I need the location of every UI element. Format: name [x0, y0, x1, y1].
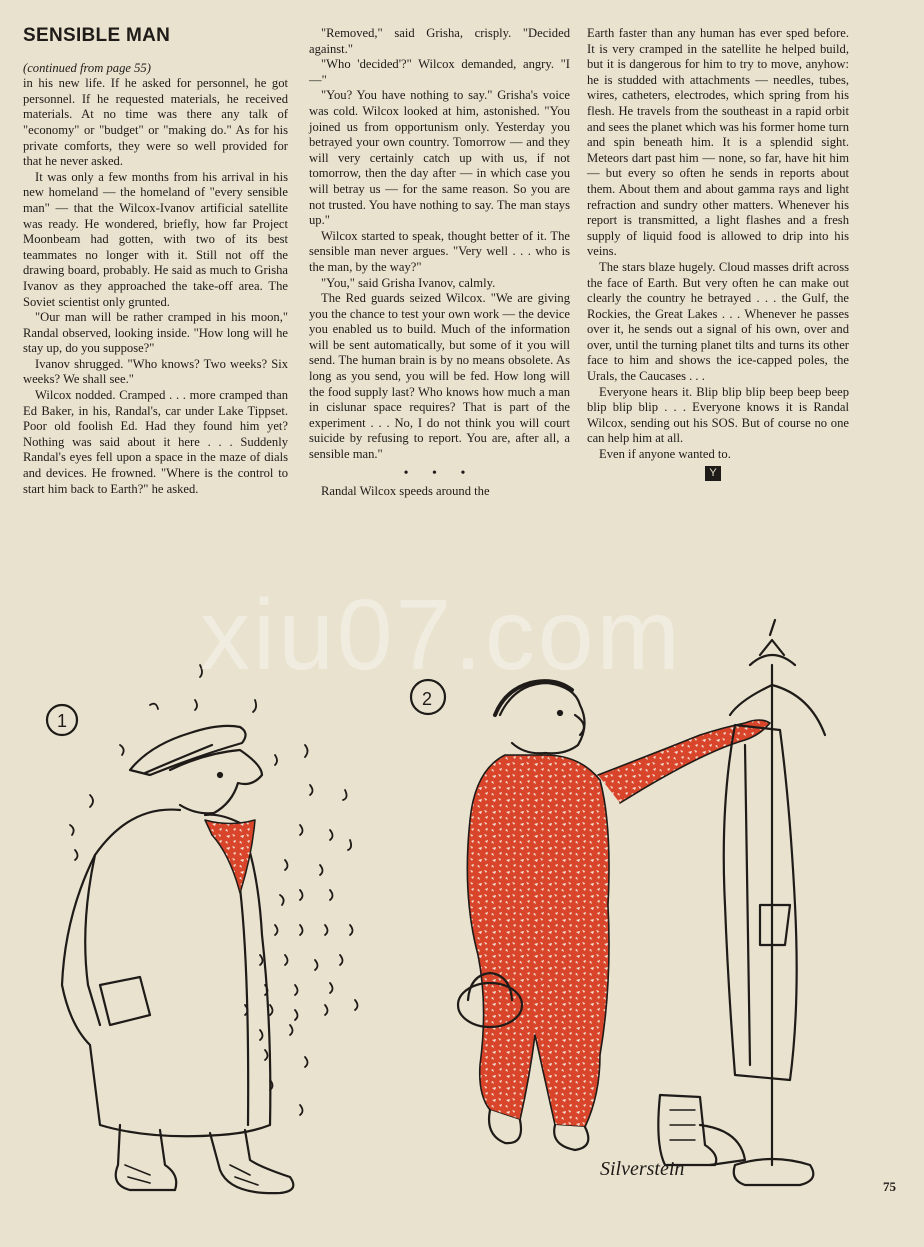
paragraph: "Our man will be rather cramped in his moon," Randal observed, looking inside. "How long will he stay up, do you suppose?" [23, 310, 288, 356]
paragraph: The stars blaze hugely. Cloud masses drift across the face of Earth. But very often he can make out clearly the country he betrayed . . . the Gulf, the Rockies, the Great Lakes . . . Whenever he passes over it, he sends out a signal of his own, over and over, until the turning planet tilts and turns its other face to him and shows the ice-capped poles, the Urals, the Caucases . . . [587, 259, 849, 384]
paragraph: "Removed," said Grisha, crisply. "Decided against." [309, 26, 570, 56]
paragraph: Wilcox started to speak, thought better of it. The sensible man never argues. "Very well . . . who is the man, by the way?" [309, 228, 570, 274]
artist-signature: Silverstein [600, 1158, 685, 1180]
panel-2-number: 2 [422, 689, 433, 709]
paragraph: Randal Wilcox speeds around the [321, 483, 490, 498]
paragraph: "Who 'decided'?" Wilcox demanded, angry. "I —" [309, 57, 570, 87]
article-column-3 [587, 26, 849, 481]
article-title: SENSIBLE MAN [23, 25, 171, 46]
panel-2 [411, 620, 825, 1185]
paragraph: "You," said Grisha Ivanov, calmly. [321, 275, 496, 290]
watermark: xiu07.com [200, 579, 683, 691]
paragraph: in his new life. If he asked for personnel, he got personnel. If he requested materials, he received materials. At no time was there any talk of "economy" or "budget" or "making do." As for his private comforts, they were so well provided for that he never asked. [23, 76, 288, 169]
coat-rack [750, 620, 795, 1165]
falling-drops [70, 665, 358, 1115]
section-break: • • • [403, 465, 476, 481]
paragraph: Even if anyone wanted to. [599, 447, 731, 462]
paragraph: Everyone hears it. Blip blip blip beep beep beep blip blip blip . . . Everyone knows it is Randal Wilcox, sending out his SOS. But of course no one can help him at all. [587, 384, 849, 446]
paragraph: Wilcox nodded. Cramped . . . more cramped than Ed Baker, in his, Randal's, car under Lake Tippset. Poor old foolish Ed. Had they found him yet? Nothing was said about it here . . . Suddenly Randal's eyes fell upon a space in the maze of dials and devices. He frowned. "Where is the control to start him back to Earth?" he asked. [23, 388, 288, 496]
cartoon-illustration [0, 605, 924, 1247]
panel-1-number: 1 [57, 711, 68, 731]
pocket [100, 977, 150, 1025]
article-column-1 [23, 26, 288, 497]
page-number: 75 [883, 1179, 896, 1194]
paragraph: Ivanov shrugged. "Who knows? Two weeks? Six weeks? We shall see." [23, 356, 288, 387]
boots [658, 1095, 716, 1165]
hanging-coat [724, 725, 797, 1080]
panel-1 [47, 665, 358, 1193]
end-mark-icon: Y [705, 466, 721, 481]
paragraph: "You? You have nothing to say." Grisha's voice was cold. Wilcox looked at him, astonished. "You joined us from opportunism only. Yesterday you betrayed your own country. Tomorrow — and they will very certainly catch up with us, if not tomorrow, then the day after — in which case you will betray us — for the same reason. So you are not trusted. You have nothing to say. The man stays up." [309, 88, 570, 228]
paragraph: Earth faster than any human has ever sped before. It is very cramped in the satellite he helped build, but it is dangerous for him to try to move, anyhow: he is studded with attachments — needles, tubes, wires, catheters, electrodes, which spring from his flesh. He travels from the southeast in a rapid orbit and sees the planet which was his former home turn and spin beneath him. It is a splendid sight. Meteors dart past him — none, so far, have hit him — but every so often he sends in reports about them. About them and about gamma rays and light refraction and sundry other matters. Whenever his report is transmitted, a light flashes and a fresh supply of liquid food is allowed to drip into his veins. [587, 26, 849, 259]
continued-note: (continued from page 55) [23, 60, 151, 75]
paragraph: It was only a few months from his arrival in his new homeland — the homeland of "every sensible man" — that the Wilcox-Ivanov artificial satellite was ready. He wondered, briefly, how far Project Moonbeam had gotten, with two of its best teammates no longer with it. Still not off the drawing board, probably. He said as much to Grisha Ivanov as they approached the take-off area. The Soviet scientist only grunted. [23, 169, 288, 309]
wrapped-body [467, 755, 609, 1127]
scarf [205, 820, 255, 893]
face [170, 750, 262, 813]
article-column-2 [309, 26, 570, 499]
paragraph: The Red guards seized Wilcox. "We are giving you the chance to test your own work — the device you enabled us to build. Much of the information will be sent automatically, but some of it you will send. The human brain is by no means obsolete. As long as you send, you will be fed. How long will the food supply last? Who knows how much a man in cislunar space requires? That is part of the experiment . . . No, I do not think you will court suicide by refusing to report. You are, after all, a sensible man." [309, 291, 570, 462]
